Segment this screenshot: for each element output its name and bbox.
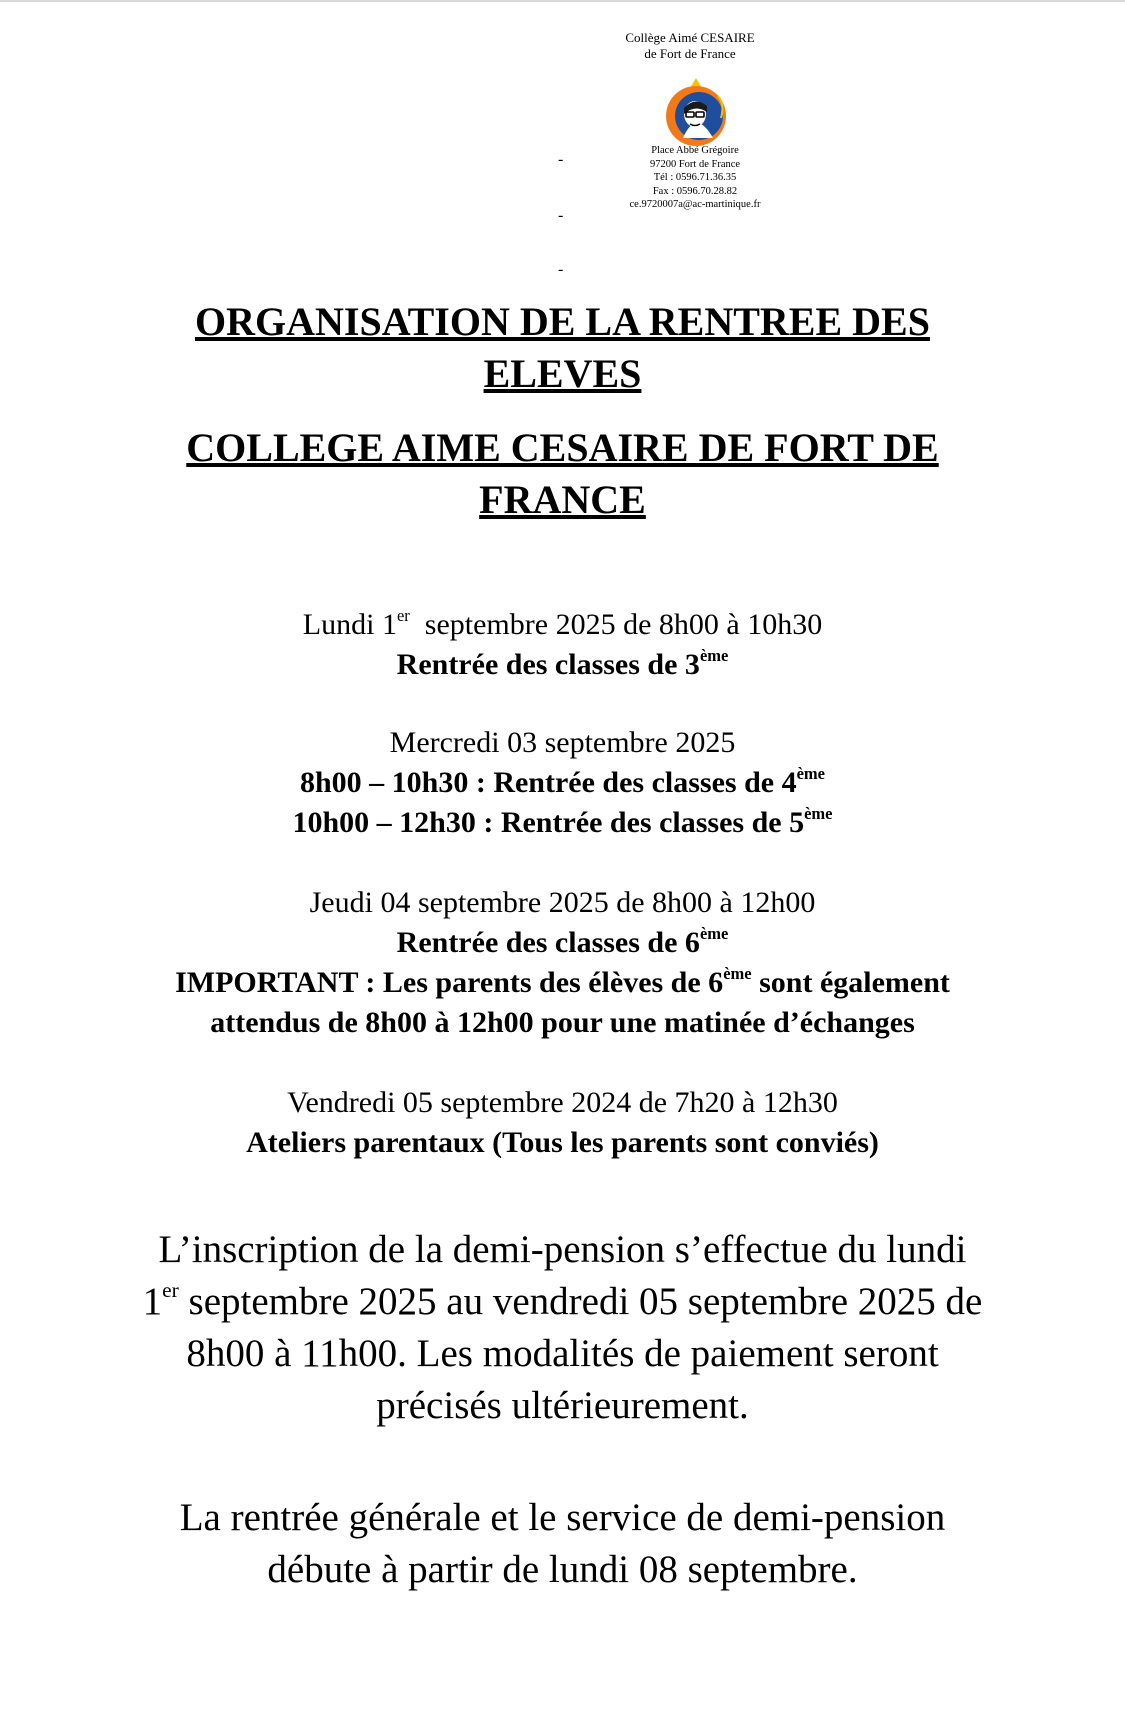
school-logo [655, 78, 737, 148]
thursday-detail [0, 924, 1125, 962]
superscript: ème [804, 803, 833, 823]
detail-text: sont également [751, 966, 950, 999]
superscript: ème [796, 763, 826, 783]
thursday-date: Jeudi 04 septembre 2025 de 8h00 à 12h00 [309, 886, 816, 919]
letterhead [600, 30, 780, 62]
fax-number: Fax : 0596.70.28.82 [652, 185, 738, 197]
detail-text: Rentrée des classes de 3 [396, 648, 700, 681]
title-line: ORGANISATION DE LA RENTREE DES [195, 299, 930, 344]
address-city: 97200 Fort de France [649, 158, 741, 170]
date-text: septembre 2025 de 8h00 à 10h30 [409, 608, 823, 641]
notice-line [0, 1276, 1125, 1328]
address-block [610, 144, 780, 212]
canteen-notice [0, 1224, 1125, 1432]
notice-line: 8h00 à 11h00. Les modalités de paiement seront [186, 1332, 939, 1375]
superscript: er [396, 605, 410, 625]
email-address: ce.9720007a@ac-martinique.fr [629, 199, 761, 210]
title-line: FRANCE [479, 477, 646, 522]
date-text: Lundi 1 [302, 608, 397, 641]
superscript: ème [723, 963, 752, 983]
important-notice-line-2: attendus de 8h00 à 12h00 pour une matinée d’échanges [210, 1006, 915, 1039]
monday-date [0, 606, 1125, 644]
detail-text: 10h00 – 12h30 : Rentrée des classes de 5 [292, 806, 805, 839]
superscript: er [162, 1277, 179, 1302]
phone-number: Tél : 0596.71.36.35 [653, 172, 737, 183]
dash-marker: - [558, 207, 564, 224]
notice-line: débute à partir de lundi 08 septembre. [267, 1548, 858, 1591]
wednesday-date: Mercredi 03 septembre 2025 [389, 726, 736, 759]
superscript: ème [699, 645, 729, 665]
school-city: de Fort de France [644, 46, 736, 61]
detail-text: IMPORTANT : Les parents des élèves de 6 [175, 966, 724, 999]
title-line: COLLEGE AIME CESAIRE DE FORT DE [186, 425, 939, 470]
general-start-notice [0, 1492, 1125, 1596]
dash-marker: - [558, 261, 564, 278]
notice-line: précisés ultérieurement. [376, 1384, 749, 1427]
superscript: ème [699, 923, 729, 943]
notice-text: septembre 2025 au vendredi 05 septembre 2025 de [178, 1280, 983, 1323]
detail-text: Rentrée des classes de 6 [396, 926, 700, 959]
title-line: ELEVES [483, 351, 642, 396]
dash-marker: - [558, 151, 564, 168]
wednesday-slot-2 [0, 804, 1125, 842]
notice-text: 1 [142, 1280, 163, 1323]
wednesday-slot-1 [0, 764, 1125, 802]
main-title [0, 296, 1125, 400]
detail-text: 8h00 – 10h30 : Rentrée des classes de 4 [299, 766, 797, 799]
friday-detail: Ateliers parentaux (Tous les parents sont conviés) [246, 1126, 879, 1159]
monday-detail [0, 646, 1125, 684]
important-notice [0, 964, 1125, 1002]
top-border [0, 0, 1125, 2]
notice-line: L’inscription de la demi-pension s’effectue du lundi [158, 1228, 967, 1271]
school-title [0, 422, 1125, 526]
friday-date: Vendredi 05 septembre 2024 de 7h20 à 12h30 [287, 1086, 838, 1119]
address-street: Place Abbé Grégoire [651, 145, 739, 156]
school-name: Collège Aimé CESAIRE [625, 30, 755, 45]
notice-line: La rentrée générale et le service de demi-pension [179, 1496, 946, 1539]
